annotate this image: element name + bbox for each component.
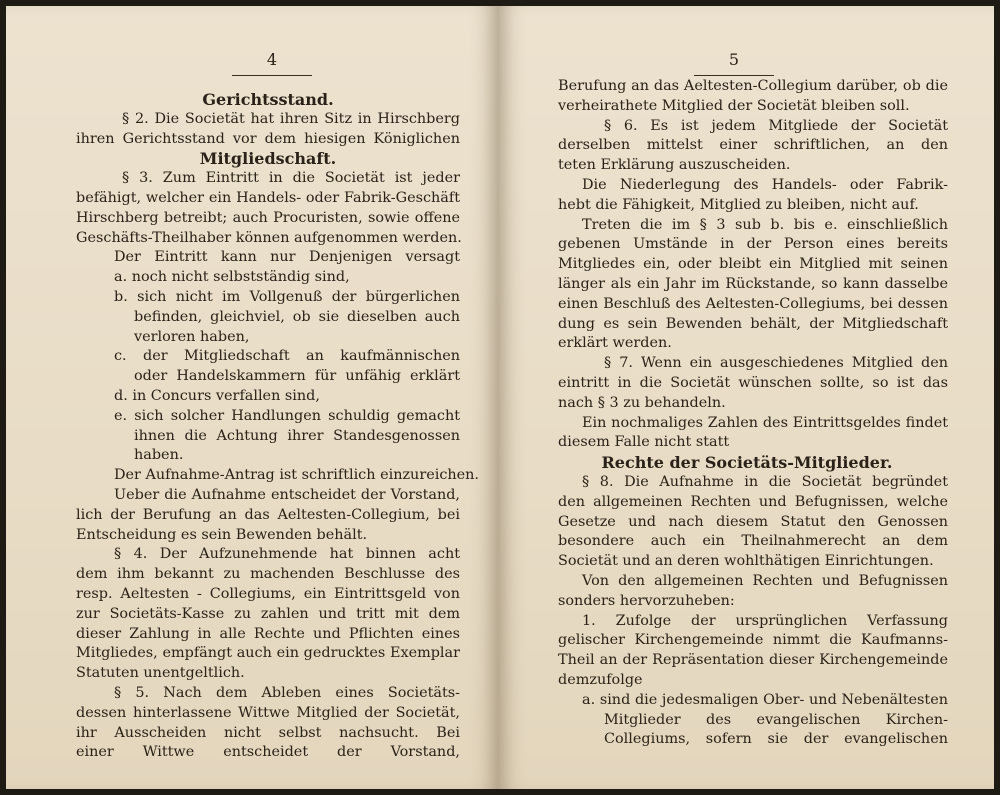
text-line: eintritt in die Societät wünschen sollte, so ist das (558, 374, 948, 391)
text-line: teten Erklärung auszuscheiden. (558, 157, 791, 174)
text-line: § 2. Die Societät hat ihren Sitz in Hirschberg (122, 110, 460, 127)
text-line: oder Handelskammern für unfähig erklärt (134, 368, 460, 385)
text-line: § 7. Wenn ein ausgeschiedenes Mitglied den (604, 355, 948, 372)
text-line: Theil an der Repräsentation dieser Kirchengemeinde (558, 652, 948, 669)
text-line: erklärt werden. (558, 335, 672, 352)
text-line: e. sich solcher Handlungen schuldig gemacht (114, 407, 460, 424)
text-line: Hirschberg betreibt; auch Procuristen, sowie offene (76, 209, 460, 226)
text-line: Gesetze und nach diesem Statut den Genossen (558, 513, 948, 530)
text-line: haben. (134, 447, 184, 464)
text-line: einen Beschluß des Aeltesten-Collegiums, bei dessen (558, 295, 948, 312)
text-line: hebt die Fähigkeit, Mitglied zu bleiben, nicht auf. (558, 196, 919, 213)
text-line: Mitgliedes, empfängt auch ein gedrucktes Exemplar (76, 645, 460, 662)
section-heading: Mitgliedschaft. (199, 149, 337, 169)
text-line: § 4. Der Aufzunehmende hat binnen acht (114, 546, 460, 563)
text-line: dessen hinterlassene Wittwe Mitglied der Societät, (76, 704, 460, 721)
section-heading: Rechte der Societäts-Mitglieder. (601, 453, 893, 473)
text-line: diesem Falle nicht statt (558, 434, 730, 451)
text-line: a. noch nicht selbstständig sind, (114, 269, 350, 286)
text-line: verloren haben, (134, 328, 250, 345)
text-line: Berufung an das Aeltesten-Collegium darüber, ob die (558, 78, 948, 94)
text-line: Mitglieder des evangelischen Kirchen- (604, 711, 948, 728)
left-text-column (76, 90, 480, 763)
text-line: Entscheidung es sein Bewenden behält. (76, 526, 368, 543)
text-line: Ein nochmaliges Zahlen des Eintrittsgeldes findet (582, 414, 948, 431)
text-line: Collegiums, sofern sie der evangelischen (604, 731, 948, 748)
text-line: § 8. Die Aufnahme in die Societät begründet (582, 473, 948, 490)
text-line: einer Wittwe entscheidet der Vorstand, (76, 744, 460, 761)
text-line: 1. Zufolge der ursprünglichen Verfassung (582, 612, 948, 629)
text-line: a. sind die jedesmaligen Ober- und Nebenältesten (582, 691, 948, 708)
text-line: § 6. Es ist jedem Mitgliede der Societät (604, 117, 948, 134)
text-line: d. in Concurs verfallen sind, (114, 387, 320, 404)
text-line: dung es sein Bewenden behält, der Mitgliedschaft (558, 315, 948, 332)
text-line: § 3. Zum Eintritt in die Societät ist jeder (122, 170, 460, 187)
text-line: Der Eintritt kann nur Denjenigen versagt (114, 249, 460, 266)
text-line: befähigt, welcher ein Handels- oder Fabrik-Geschäft (76, 189, 460, 206)
text-line: verheirathete Mitglied der Societät bleiben soll. (558, 97, 910, 114)
text-line: Von den allgemeinen Rechten und Befugnissen (582, 572, 948, 589)
text-line: b. sich nicht im Vollgenuß der bürgerlichen (114, 288, 460, 305)
page-number-rule (232, 75, 312, 76)
text-line: demzufolge (558, 671, 643, 688)
text-line: Mitgliedes ein, oder bleibt ein Mitglied mit seinen (558, 256, 948, 273)
section-heading: Gerichtsstand. (202, 90, 334, 109)
text-line: lich der Berufung an das Aeltesten-Collegium, bei (76, 506, 460, 523)
page-number-text: 4 (266, 50, 278, 69)
right-text-column (546, 77, 948, 750)
book-spread (6, 6, 994, 789)
text-line: resp. Aeltesten - Collegiums, ein Eintrittsgeld von (76, 585, 460, 602)
text-line: besondere auch ein Theilnahmerecht an dem (558, 533, 948, 550)
text-line: Der Aufnahme-Antrag ist schriftlich einzureichen. (114, 467, 480, 484)
text-line: ihren Gerichtsstand vor dem hiesigen Königlichen (76, 130, 460, 147)
page-number (694, 50, 774, 76)
text-line: sonders hervorzuheben: (558, 592, 735, 609)
page-number-text: 5 (728, 50, 740, 69)
text-line: Geschäfts-Theilhaber können aufgenommen werden. (76, 229, 462, 246)
text-line: c. der Mitgliedschaft an kaufmännischen (114, 348, 460, 365)
text-line: § 5. Nach dem Ableben eines Societäts- (114, 684, 460, 701)
left-page (6, 6, 498, 789)
page-number (232, 50, 312, 76)
text-line: gebenen Umstände in der Person eines bereits (558, 236, 948, 253)
text-line: den allgemeinen Rechten und Befugnissen, welche (558, 493, 948, 510)
text-line: ihnen die Achtung ihrer Standesgenossen (134, 427, 460, 444)
text-line: Die Niederlegung des Handels- oder Fabrik- (582, 176, 948, 193)
text-line: gelischer Kirchengemeinde nimmt die Kaufmanns- (558, 632, 948, 649)
right-page (498, 6, 994, 789)
text-line: dieser Zahlung in alle Rechte und Pflichten eines (76, 625, 460, 642)
text-line: zur Societäts-Kasse zu zahlen und tritt mit dem (76, 605, 460, 622)
text-line: dem ihm bekannt zu machenden Beschlusse des (76, 566, 460, 583)
text-line: Societät und an deren wohlthätigen Einrichtungen. (558, 553, 934, 570)
text-line: befinden, gleichviel, ob sie dieselben auch (134, 308, 460, 325)
text-line: Treten die im § 3 sub b. bis e. einschließlich (582, 216, 948, 233)
text-line: Ueber die Aufnahme entscheidet der Vorstand, (114, 486, 460, 503)
text-line: derselben mittelst einer schriftlichen, an den (558, 137, 948, 154)
page-number-rule (694, 75, 774, 76)
text-line: länger als ein Jahr im Rückstande, so kann dasselbe (558, 275, 948, 292)
text-line: ihr Ausscheiden nicht selbst nachsucht. Bei (76, 724, 460, 741)
text-line: Statuten unentgeltlich. (76, 665, 245, 682)
text-line: nach § 3 zu behandeln. (558, 394, 726, 411)
